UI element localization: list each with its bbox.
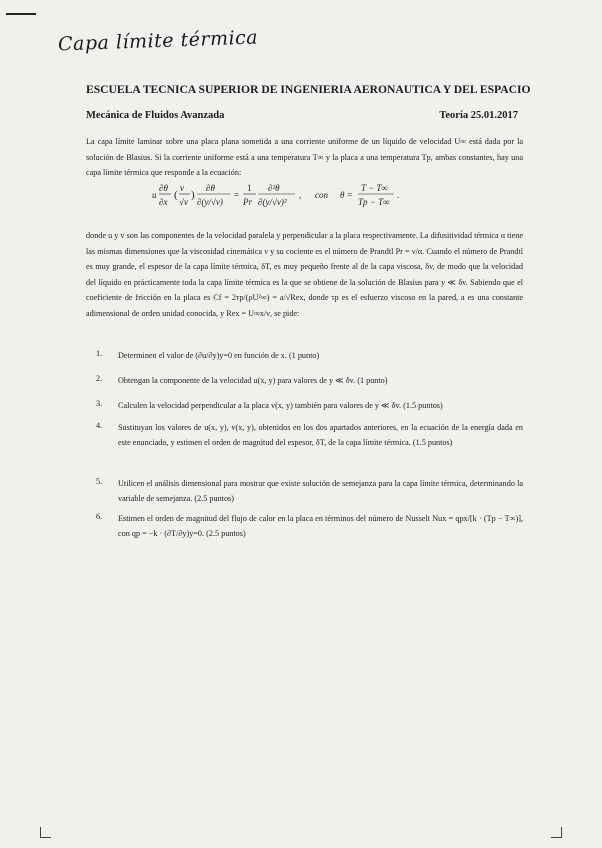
question-text: Utilicen el análisis dimensional para mostrar que existe solución de semejanza para la capa límite térmica, determinando la variable de semejanza. (2.5 puntos) [118,479,523,503]
school-title: ESCUELA TECNICA SUPERIOR DE INGENIERIA AERONAUTICA Y DEL ESPACIO [86,83,531,96]
crop-mark-right [551,827,562,838]
eq-paren-close: ) [191,189,195,201]
question-number: 5. [96,477,103,486]
question-text: Determinen el valor de (∂u/∂y)y=0 en función de x. (1 punto) [118,351,320,360]
intro-paragraph: La capa límite laminar sobre una placa plana sometida a una corriente uniforme de un líquido de velocidad U∞ está dada por la solución de Blasius. Si la corriente uniforme está a una temperatura T∞ y la placa a una temperatura Tp, ambas constantes, hay una capa límite térmica que responde a la ecuación: [86,137,523,178]
eq-paren-open: ( [174,189,178,201]
question-text: Estimen el orden de magnitud del flujo de calor en la placa en términos del número de Nusselt Nux = qpx/[k · (Tp − T∞)], con qp = −k · (∂T/∂y)y=0. (2.5 puntos) [118,514,523,538]
eq-one: 1 [247,183,252,193]
question-number: 4. [96,421,103,430]
eq-dot: . [397,190,400,200]
eq-den-2: ∂(y/√ν) [197,197,223,207]
eq-num-3: ∂²θ [268,183,280,193]
question-number: 6. [96,512,103,521]
eq-equals: = [234,190,240,200]
eq-num-4: T − T∞ [361,183,388,193]
eq-den-3: ∂(y/√ν)² [258,197,287,207]
pen-mark [6,13,36,15]
energy-equation [150,175,470,215]
eq-den-4: Tp − T∞ [358,197,390,207]
question-number: 2. [96,374,103,383]
eq-u: u [152,190,157,200]
energy-equation-svg [150,175,470,215]
eq-num-2: ∂θ [206,183,215,193]
eq-con: con [315,190,328,200]
handwritten-annotation: Capa límite térmica [57,26,259,56]
question-number: 3. [96,399,103,408]
eq-theta: θ = [340,190,353,200]
question-text: Calculen la velocidad perpendicular a la placa v(x, y) también para valores de y ≪ δv. (1.5 puntos) [118,401,443,410]
exam-date: Teoría 25.01.2017 [439,110,518,121]
question-text: Obtengan la componente de la velocidad u(x, y) para valores de y ≪ δv. (1 punto) [118,376,388,385]
eq-sqrt-nu: √ν [179,197,188,207]
eq-comma: , [299,190,302,200]
question-text: Sustituyan los valores de u(x, y), v(x, y), obtenidos en los dos apartados anteriores, en la ecuación de la energía dada en este enunciado, y estimen el orden de magnitud del espesor, δT, de la capa límite térmica. (1.5 puntos) [118,423,523,447]
body-paragraph: donde u y v son las componentes de la velocidad paralela y perpendicular a la placa respectivamente. La difusitividad térmica α tiene las mismas dimensiones que la viscosidad cinemática ν y su cociente es el número de Prandtl Pr = ν/α. Cuando el número de Prandtl es muy grande, el espesor de la capa límite térmica, δT, es muy pequeño frente al de la capa viscosa, δv, de modo que la velocidad del líquido en prácticamente toda la capa límite térmica es la que se obtiene de la solución de Blasius para y ≪ δv. Sabiendo que el coeficiente de fricción en la placa es Cf = 2τp/(ρU²∞) = a/√Rex, donde τp es el esfuerzo viscoso en la pared, a es una constante adimensional de orden unidad conocida, y Rex = U∞x/ν, se pide: [86,231,523,318]
subject-title: Mecánica de Fluidos Avanzada [86,110,225,121]
eq-den-1: ∂x [159,197,168,207]
question-number: 1. [96,349,103,358]
eq-num-1: ∂θ [159,183,168,193]
eq-v: v [180,183,184,193]
crop-mark-left [40,827,51,838]
eq-pr: Pr [243,197,252,207]
